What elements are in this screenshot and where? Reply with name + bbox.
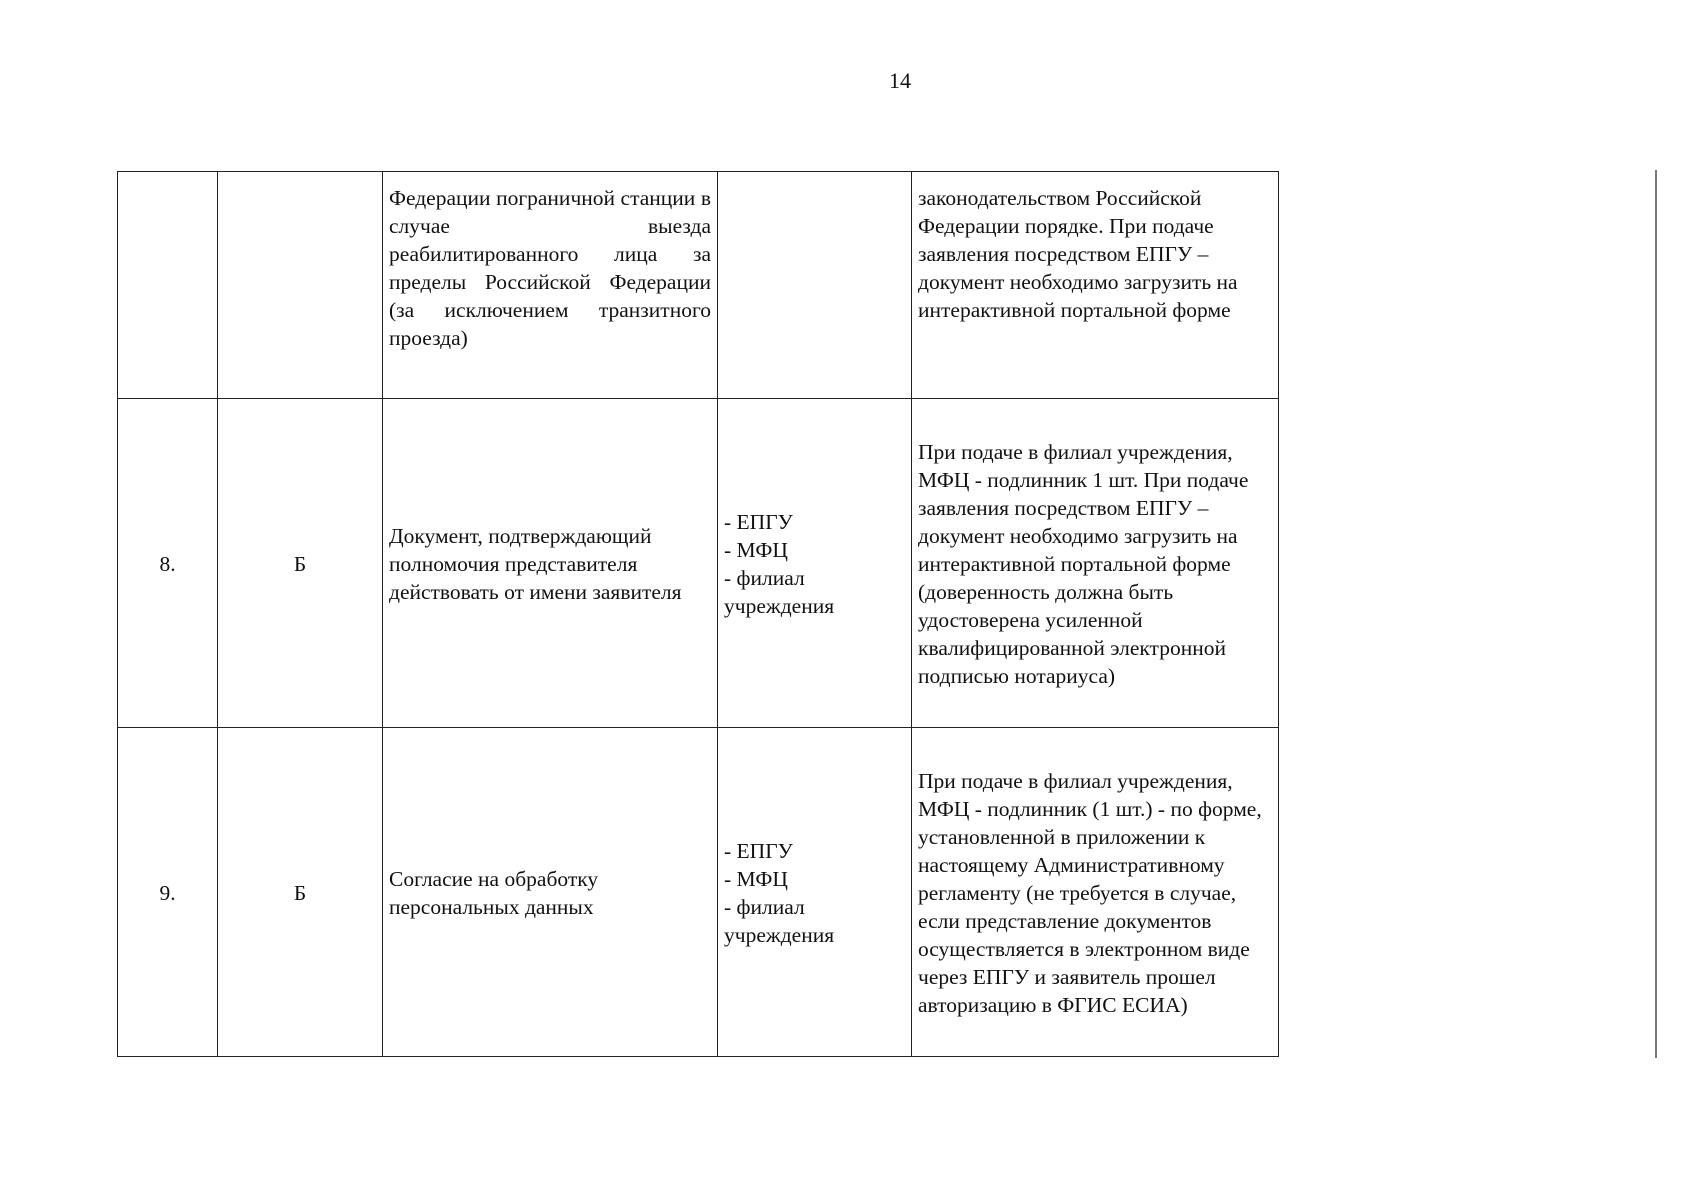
way-item: - ЕПГУ [724, 510, 793, 534]
document-name-cell: Федерации пограничной станции в случае выезда реабилитированного лица за пределы Российской Федерации (за исключением транзитного проезда) [383, 172, 718, 399]
scan-edge-line [1655, 170, 1657, 1058]
category-cell: Б [218, 728, 383, 1057]
row-number-cell: 9. [118, 728, 218, 1057]
document-name-cell: Документ, подтверждающий полномочия представителя действовать от имени заявителя [383, 399, 718, 728]
table-row [118, 172, 1279, 399]
note-cell: При подаче в филиал учреждения, МФЦ - подлинник 1 шт. При подаче заявления посредством ЕПГУ – документ необходимо загрузить на интерактивной портальной форме (доверенность должна быть удостоверена усиленной квалифицированной электронной подписью нотариуса) [912, 399, 1279, 728]
way-item: учреждения [724, 594, 835, 618]
note-cell: законодательством Российской Федерации порядке. При подаче заявления посредством ЕПГУ – документ необходимо загрузить на интерактивной портальной форме [912, 172, 1279, 399]
row-number-cell: 8. [118, 399, 218, 728]
documents-table [117, 171, 1279, 1057]
note-cell: При подаче в филиал учреждения, МФЦ - подлинник (1 шт.) - по форме, установленной в приложении к настоящему Административному регламенту (не требуется в случае, если представление документов осуществляется в электронном виде через ЕПГУ и заявитель прошел авторизацию в ФГИС ЕСИА) [912, 728, 1279, 1057]
way-item: - филиал [724, 895, 805, 919]
table-row [118, 728, 1279, 1057]
submission-ways-cell [718, 172, 912, 399]
row-number-cell [118, 172, 218, 399]
page-number: 14 [889, 68, 911, 93]
way-item: - МФЦ [724, 867, 788, 891]
way-item: учреждения [724, 923, 835, 947]
submission-ways-cell [718, 399, 912, 728]
category-cell [218, 172, 383, 399]
way-item: - ЕПГУ [724, 839, 793, 863]
category-cell: Б [218, 399, 383, 728]
way-item: - МФЦ [724, 538, 788, 562]
way-item: - филиал [724, 566, 805, 590]
table-row [118, 399, 1279, 728]
document-name-cell: Согласие на обработку персональных данных [383, 728, 718, 1057]
submission-ways-cell [718, 728, 912, 1057]
